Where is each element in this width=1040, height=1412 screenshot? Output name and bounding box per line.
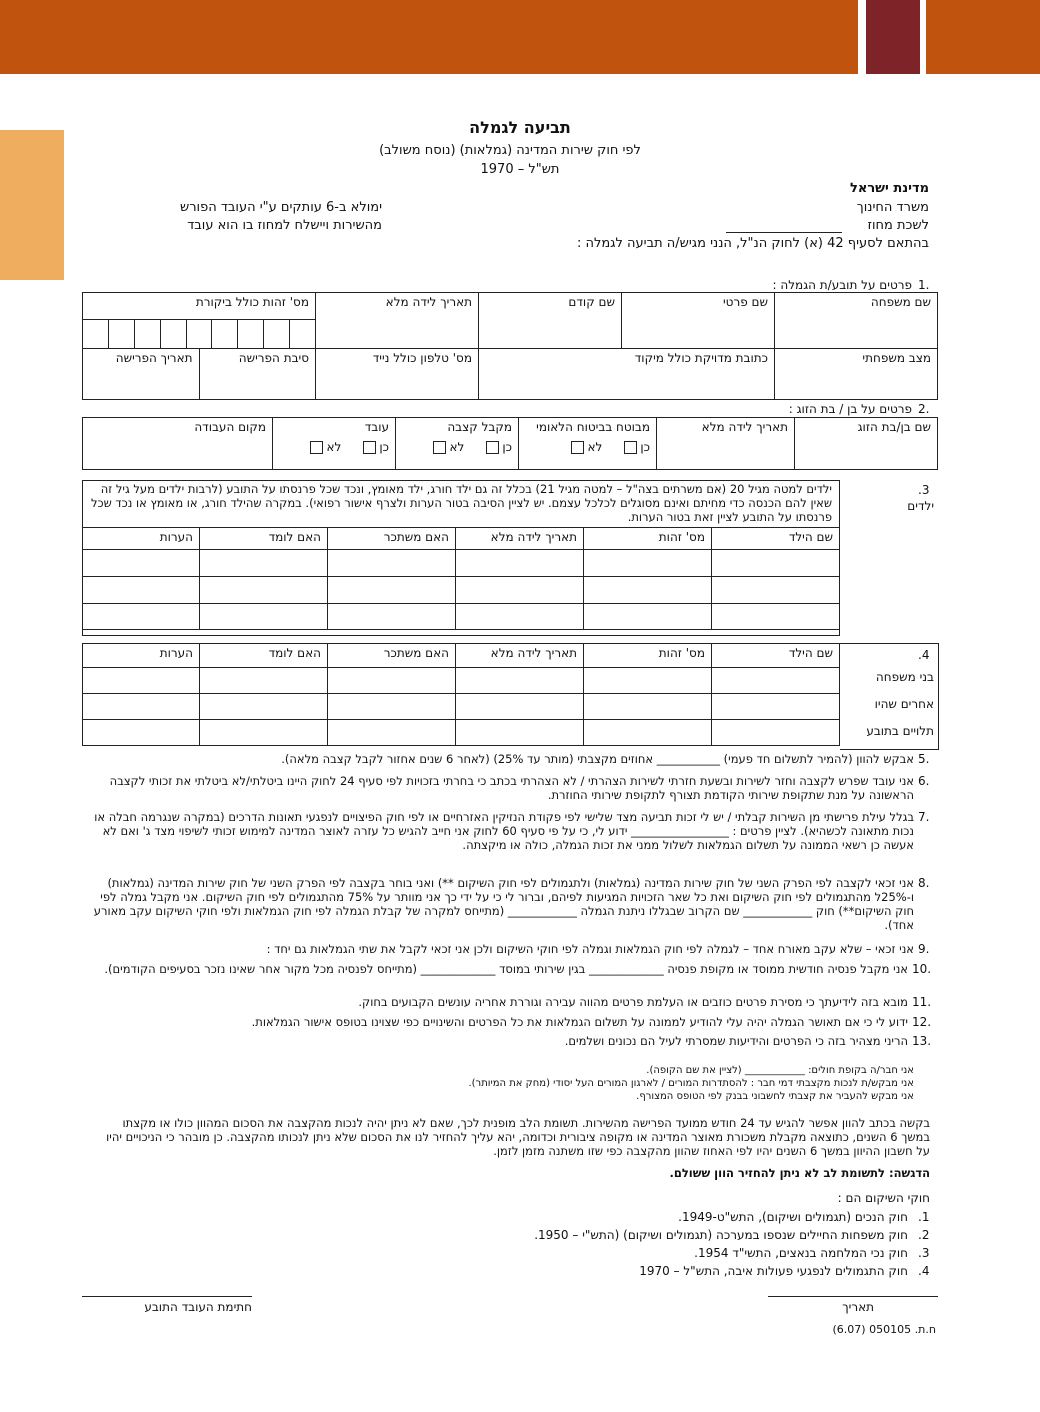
no-label: לא — [449, 440, 465, 454]
spouse-works-cell — [273, 418, 396, 470]
small-note: אני מבקש להעביר את קצבתי לחשבוני בבנק לפי הטופס המצורף. — [636, 1091, 914, 1102]
spouse-name-cell[interactable] — [795, 418, 938, 470]
instruction-note: ימולא ב-6 עותקים ע"י העובד הפורש — [179, 200, 382, 215]
signature-line[interactable] — [82, 1296, 252, 1297]
law-number: .2 — [918, 1228, 930, 1242]
field-label: כתובת מדויקת כולל מיקוד — [634, 351, 768, 365]
table-row[interactable] — [83, 577, 840, 604]
field-label: שם קודם — [568, 295, 615, 309]
address-cell[interactable] — [479, 349, 775, 400]
form-title: תביעה לגמלה — [469, 118, 571, 137]
retirement-cell[interactable] — [83, 349, 316, 400]
law-item: חוק הנכים (תגמולים ושיקום), התש"ט-1949. — [678, 1210, 908, 1224]
dependents-table — [82, 643, 840, 746]
law-number: .1 — [918, 1210, 930, 1224]
section-title: פרטים על תובע/ת הגמלה : — [772, 278, 912, 292]
law-item: חוק נכי המלחמה בנאצים, התשי"ד 1954. — [694, 1246, 908, 1260]
no-label: לא — [326, 440, 342, 454]
spouse-birth-cell[interactable] — [657, 418, 795, 470]
field-label: שם בן/בת הזוג — [857, 420, 931, 434]
capitalization-notice: בקשה בכתב להוון אפשר להגיש עד 24 חודש ממועד הפרישה מהשירות. תשומת הלב מופנית לכך, שאם לא ניתן יהיה לנכות מהקצבה את הסכום המהוון כולו או מקצתו במשך 6 השנים, כתוצאה מקבלת משכורת מאוצר המדינה או מקופה ציבורית וכדומה, יהא עליך להחזיר לנו את הסכום שלא ניתן לנכותו מהקצבה. כן מובהר כי הניכויים יהיו על חשבון ההיוון במשך 6 השנים יהיו לפי האחוז שהוון מהקצבה כפי שזו משתנה מזמן לזמן. — [106, 1116, 930, 1158]
yes-label: כן — [502, 440, 512, 454]
col-header: הערות — [83, 528, 200, 550]
item-text: ידוע לי כי אם תאושר הגמלה יהיה עלי להודיע לממונה על תשלום הגמלאות את כל הפרטים והשינויים כפי שצוינו בטופס אישור הגמלאות. — [251, 1015, 908, 1029]
law-number: .3 — [918, 1246, 930, 1260]
item-text: אני מקבל פנסיה חודשית ממוסד או מקופת פנסיה _____________ בגין שירותי במוסד _____________ (מתייחס לפנסיה מכל מקור אחר שאינו נזכר בסעיפים הקודמים). — [104, 962, 908, 976]
item-number: 9. — [918, 942, 930, 956]
no-checkbox[interactable] — [433, 441, 446, 454]
yes-checkbox[interactable] — [486, 441, 499, 454]
field-label: מצב משפחתי — [862, 351, 931, 365]
section-label: בני משפחה — [875, 670, 934, 684]
former-name-cell[interactable] — [479, 293, 622, 349]
marital-status-cell[interactable] — [775, 349, 938, 400]
section-number: 2. — [918, 402, 930, 416]
item-number: 12. — [912, 1015, 932, 1029]
date-label: תאריך — [842, 1300, 874, 1314]
col-header: מס' זהות — [584, 528, 712, 550]
header-stripe — [920, 0, 926, 74]
first-name-cell[interactable] — [622, 293, 775, 349]
col-header: שם הילד — [712, 644, 840, 668]
small-note: אני חבר/ה בקופת חולים: ____________ (לציין את שם הקופה). — [646, 1065, 914, 1076]
section-number: 1. — [918, 278, 930, 292]
no-checkbox[interactable] — [571, 441, 584, 454]
item-text: אני זכאי – שלא עקב מאורח אחד – לגמלה לפי חוק הגמלאות וגמלה לפי חוקי השיקום ולכן אני זכאי לקבל את שתי הגמלאות גם יחד : — [266, 942, 914, 956]
field-label: תאריך לידה מלא — [385, 295, 472, 309]
children-table — [82, 527, 840, 630]
law-item: חוק התגמולים לנפגעי פעולות איבה, התש"ל – 1970 — [639, 1264, 908, 1278]
col-header: האם משתכר — [328, 644, 456, 668]
section-label: ילדים — [907, 499, 934, 513]
field-label: שם משפחה — [870, 295, 931, 309]
item-number: 11. — [912, 995, 932, 1009]
col-header: האם לומד — [200, 644, 328, 668]
section-label: תלויים בתובע — [866, 724, 934, 738]
item-number: 6. — [918, 774, 930, 788]
field-label: מקבל קצבה — [447, 420, 512, 434]
laws-title: חוקי השיקום הם : — [837, 1191, 930, 1205]
table-row[interactable] — [83, 604, 840, 630]
id-number-cell[interactable] — [83, 293, 316, 349]
col-header: מס' זהות — [584, 644, 712, 668]
emphasis-note: הדגשה: לתשומת לב לא ניתן להחזיר הוון ששולם. — [669, 1166, 930, 1180]
yes-label: כן — [640, 440, 650, 454]
date-line[interactable] — [768, 1296, 938, 1297]
birth-date-cell[interactable] — [316, 293, 479, 349]
item-number: 7. — [918, 810, 930, 824]
section-title: פרטים על בן / בת הזוג : — [788, 402, 912, 416]
table-row[interactable] — [83, 550, 840, 577]
section-number: .4 — [918, 648, 930, 662]
item-text: אני עובד שפרש לקצבה וחזר לשירות ובשעת חזרתי לשירות הצהרתי / לא הצהרתי בכתב כי בחרתי בזכויות לפי סעיף 24 לחוק היינו ביטלתי/לא ביטלתי את זכותי לקצבה הראשונה על מנת שתקופת שירותי הקודמת תצורף לתקופת שירותי החוזרת. — [109, 774, 914, 802]
section-number: .3 — [918, 483, 930, 497]
form-year: תש"ל – 1970 — [480, 162, 560, 177]
field-label: תאריך לידה מלא — [701, 420, 788, 434]
spouse-pension-cell — [396, 418, 519, 470]
field-label: שם פרטי — [722, 295, 768, 309]
col-header: האם לומד — [200, 528, 328, 550]
dependents-label-frame — [840, 643, 939, 750]
item-text: מובא בזה לידיעתך כי מסירת פרטים כוזבים או העלמת פרטים מהווה עבירה וגוררת אחריה עונשים הקבועים בחוק. — [358, 995, 908, 1009]
item-number: 5. — [918, 752, 930, 766]
header-accent — [866, 0, 920, 74]
retirement-date-cell[interactable]: תאריך הפרישה — [115, 351, 193, 365]
item-text: בגלל עילת פרישתי מן השירות קבלתי / יש לי זכות תביעה מצד שלישי לפי פקודת הנזיקין האזרחיים או לפי חוק הפיצויים לנפגעי תאונות הדרכים (במקרה שנגרמה חבלה או נכות מתאונה לכשהיא). לציין פרטים : _________________ ידוע לי, כי על פי סעיף 60 לחוק אני חייב להגיש כל עזרה לאוצר המדינה למימוש זכותי לשיפוי מצד ג' ואם לא אעשה כן רשאי הממונה על תשלום הגמלאות לשלול ממני את זכות הגמלה, כולה או מיקצתה. — [94, 810, 914, 852]
spouse-workplace-cell[interactable] — [83, 418, 273, 470]
spouse-insured-cell — [519, 418, 657, 470]
small-note: אני מבקש/ת לנכות מקצבתי דמי חבר : להסתדרות המורים / לארגון המורים העל יסודי (מחק את המיותר). — [468, 1078, 914, 1089]
claimant-table — [82, 292, 938, 400]
yes-checkbox[interactable] — [363, 441, 376, 454]
field-label: עובד — [364, 420, 389, 434]
table-row[interactable] — [83, 668, 840, 694]
table-row[interactable] — [83, 694, 840, 720]
field-label: מקום העבודה — [194, 420, 266, 434]
law-number: .4 — [918, 1264, 930, 1278]
yes-checkbox[interactable] — [624, 441, 637, 454]
field-label: מס' זהות כולל ביקורת — [195, 295, 309, 309]
phone-cell[interactable] — [316, 349, 479, 400]
spouse-table — [82, 417, 938, 470]
item-text: אני זכאי לקצבה לפי הפרק השני של חוק שירות המדינה (גמלאות) ולתגמולים לפי חוק השיקום **) ואני בוחר בקצבה לפי הפרק השני של חוק שירות המדינה (גמלאות) ו-25%ל מהתגמולים לפי חוק השיקום ואת כל שאר הזכויות המגיעות לפיהם, וברור לי כי על ידי כך אני מוותר על 75% מהתגמולים לפי חוק השיקום. אני מקבל גמלה לפי חוק השיקום**) חוק ____________ שם הקרוב שבגללו ניתנת הגמלה ____________ (מתייחס למקרה של קבלת הגמלה לפי חוק הגמלאות ולפי חוקי השיקום עקב מאורע אחד). — [93, 876, 914, 932]
item-number: 8. — [918, 876, 930, 890]
form-subtitle: לפי חוק שירות המדינה (גמלאות) (נוסח משולב) — [379, 143, 641, 158]
signature-label: חתימת העובד התובע — [144, 1300, 252, 1314]
col-header: תאריך לידה מלא — [456, 644, 584, 668]
instruction-note: מהשירות ויישלח למחוז בו הוא עובד — [187, 218, 382, 233]
intro-text: בהתאם לסעיף 42 (א) לחוק הנ"ל, הנני מגיש/ה תביעה לגמלה : — [576, 236, 929, 251]
item-text: אבקש להוון (להמיר לתשלום חד פעמי) ___________ אחוזים מקצבתי (מותר עד 25%) (לאחר 6 שנים אחזור לקבל קצבה מלאה). — [281, 752, 914, 766]
section-label: אחרים שהיו — [874, 697, 934, 711]
item-number: 10. — [912, 962, 932, 976]
item-number: 13. — [912, 1034, 932, 1048]
district-input-line[interactable] — [726, 232, 842, 233]
state-name: מדינת ישראל — [849, 181, 929, 196]
retirement-reason-cell[interactable]: סיבת הפרישה — [199, 349, 316, 399]
col-header: תאריך לידה מלא — [456, 528, 584, 550]
side-tab — [0, 130, 64, 280]
yes-label: כן — [379, 440, 389, 454]
no-label: לא — [587, 440, 603, 454]
item-text: הריני מצהיר בזה כי הפרטים והידיעות שמסרתי לעיל הם נכונים ושלמים. — [564, 1034, 908, 1048]
col-header: האם משתכר — [328, 528, 456, 550]
header-stripe — [858, 0, 866, 74]
district-label: לשכת מחוז — [867, 218, 929, 233]
field-label: מבוטח בביטוח הלאומי — [536, 420, 650, 434]
last-name-cell[interactable] — [775, 293, 938, 349]
col-header: שם הילד — [712, 528, 840, 550]
col-header: הערות — [83, 644, 200, 668]
form-code: ח.ת. 050105 (6.07) — [832, 1323, 936, 1336]
ministry-name: משרד החינוך — [856, 200, 929, 215]
children-instructions: ילדים למטה מגיל 20 (אם משרתים בצה"ל – למטה מגיל 21) בכלל זה גם ילד חורג, ילד מאומץ, ונכד שכל פרנסתו על התובע (לרבות ילדים מעל גיל זה שאין להם הכנסה כדי מחיתם ואינם מסוגלים לכלכל עצמם. יש לציין הסיבה בטור הערות ולצרף אישור רפואי). במקרה שהילד חורג, או מאומץ או נכד שכל פרנסתו על התובע לציין זאת בטור הערות. — [90, 482, 832, 524]
no-checkbox[interactable] — [310, 441, 323, 454]
field-label: מס' טלפון כולל נייד — [372, 351, 472, 365]
id-digit-boxes[interactable] — [83, 319, 315, 348]
law-item: חוק משפחות החיילים שנספו במערכה (תגמולים ושיקום) (התש"י – 1950. — [534, 1228, 908, 1242]
table-row[interactable] — [83, 720, 840, 746]
